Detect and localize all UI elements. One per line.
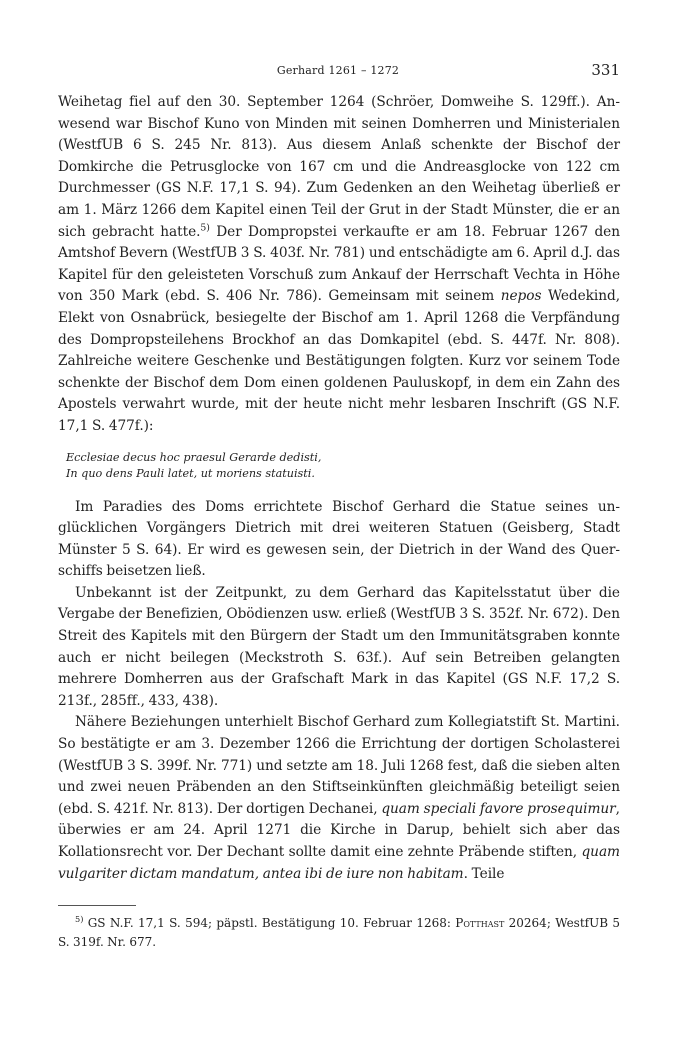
latin-quote: quam speciali favore prosequimur [381, 800, 616, 817]
text-run: Unbekannt ist der Zeitpunkt, zu dem Gerhard das Kapitelsstatut über die Vergabe der Benefizien, Obödienzen usw. erließ (WestfUB 3 S. 352f. Nr. 672). Den Streit des Kapitels mit den Bürgern der Stadt um den Immunitätsgraben konnte auch er nicht beilegen (Meckstroth S. 63f.). Auf sein Betreiben gelangten mehrere Domherren aus der Grafschaft Mark in das Kapitel (GS N.F. 17,2 S. 213f., 285ff., 433, 438). [58, 584, 620, 709]
paragraph-weihetag [58, 92, 620, 438]
text-run: . Teile [463, 865, 505, 882]
text-run: Wedekind, Elekt von Osnabrück, besiegelte der Bischof am 1. April 1268 die Verpfändung des Dompropsteilehens Brockhof an das Domkapitel (ebd. S. 447f. Nr. 808). Zahlreiche weitere Geschenke und Bestätigungen folgten. Kurz vor seinem Tode schenkte der Bischof dem Dom einen goldenen Pauluskopf, in dem ein Zahn des Apostels verwahrt wurde, mit der heute nicht mehr lesbaren Inschrift (GS N.F. 17,1 S. 477f.): [58, 288, 621, 434]
author-name: Potthast [455, 916, 505, 930]
inscription-verse [66, 450, 620, 482]
text-run: GS N.F. 17,1 S. 594; päpstl. Bestätigung 10. Februar 1268: [83, 916, 456, 930]
footnote-marker: 5) [75, 914, 84, 924]
text-run: Im Paradies des Doms errichtete Bischof Gerhard die Statue seines unglücklichen Vorgängers Dietrich mit drei weiteren Statuen (Geisberg, Stadt Münster 5 S. 64). Er wird es gewesen sein, der Dietrich in der Wand des Querschiffs beisetzen ließ. [58, 498, 620, 580]
text-run: Nähere Beziehungen unterhielt Bischof Gerhard zum Kollegiatstift St. Martini. So bestätigte er am 3. Dezember 1266 die Errichtung der dortigen Scholasterei (WestfUB 3 S. 399f. Nr. 771) und setzte am 18. Juli 1268 fest, daß die sieben alten und zwei neuen Präbenden an den Stiftseinkünften gleichmäßig beteiligt seien (ebd. S. 421f. Nr. 813). Der dortigen Dechanei, [58, 714, 620, 817]
footnote-marker: 5) [200, 222, 210, 233]
footnote-divider [58, 905, 136, 906]
main-text [58, 92, 620, 885]
latin-quote: quam vulgariter dictam mandatum, antea ibi de iure non habitam [58, 844, 620, 882]
paragraph-st-martini [58, 712, 620, 885]
text-run: 20264; WestfUB 5 S. 319f. Nr. 677. [58, 916, 621, 949]
footnote-5 [58, 914, 620, 952]
text-run: Der Dompropstei verkaufte er am 18. Februar 1267 den Amtshof Bevern (WestfUB 3 S. 403f. Nr. 781) und entschädigte am 6. April d.J. das Kapitel für den geleisteten Vorschuß zum Ankauf der Herrschaft Vechta in Höhe von 350 Mark (ebd. S. 406 Nr. 786). Gemeinsam mit seinem [58, 223, 620, 305]
latin-quote: nepos [500, 288, 542, 305]
verse-line: In quo dens Pauli latet, ut moriens statuisti. [66, 466, 315, 480]
running-title: Gerhard 1261 – 1272 [276, 64, 400, 77]
verse-line: Ecclesiae decus hoc praesul Gerarde dedisti, [66, 450, 322, 464]
paragraph-paradies [58, 497, 620, 583]
page-number: 331 [591, 61, 620, 79]
paragraph-kapitelsstatut [58, 583, 620, 713]
text-run: , überwies er am 24. April 1271 die Kirche in Darup, behielt sich aber das Kollationsrecht vor. Der Dechant sollte damit eine zehnte Präbende stiften, [58, 800, 620, 860]
text-run: Weihetag fiel auf den 30. September 1264 (Schröer, Domweihe S. 129ff.). Anwesend war Bischof Kuno von Minden mit seinen Domherren und Ministerialen (WestfUB 6 S. 245 Nr. 813). Aus diesem Anlaß schenkte der Bischof der Domkirche die Petrusglocke von 167 cm und die Andreasglocke von 122 cm Durchmesser (GS N.F. 17,1 S. 94). Zum Gedenken an den Weihetag überließ er am 1. März 1266 dem Kapitel einen Teil der Grut in der Stadt Münster, die er an sich gebracht hatte. [58, 94, 620, 240]
